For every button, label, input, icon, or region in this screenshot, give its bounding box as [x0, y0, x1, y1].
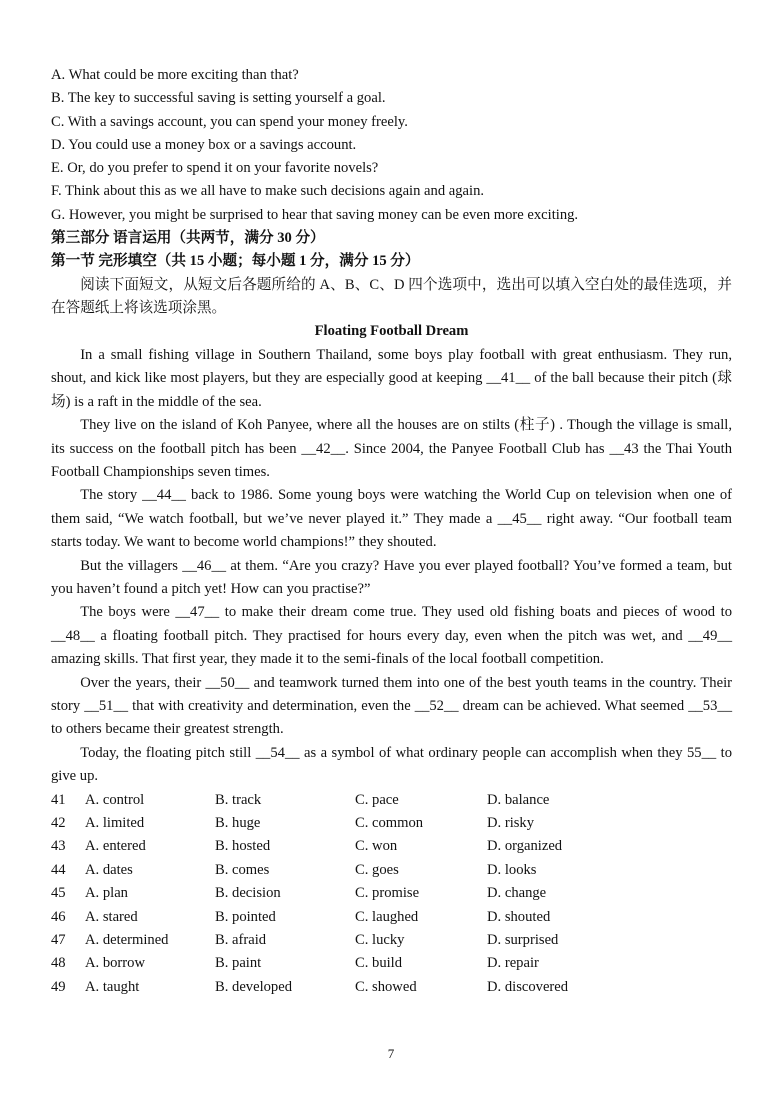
choice-d: D. change: [487, 885, 547, 902]
choice-a: A. borrow: [85, 955, 145, 972]
choice-c: C. goes: [355, 861, 399, 878]
question-number: 42: [51, 815, 66, 832]
paragraph-5: The boys were __47__ to make their dream come true. They used old fishing boats and pieces of wood to __48__ a floating football pitch. They practised for hours every day, even when the pitch was wet, and __49__ amazing skills. That first year, they made it to the semi-finals of the local football competition.: [51, 604, 732, 668]
choice-a: A. limited: [85, 815, 145, 832]
question-number: 45: [51, 885, 66, 902]
choice-d: D. surprised: [487, 932, 559, 949]
choice-a: A. dates: [85, 861, 133, 878]
choice-b: B. paint: [215, 955, 262, 972]
choice-b: B. track: [215, 791, 262, 808]
question-number: 43: [51, 838, 66, 855]
choice-d: D. shouted: [487, 908, 551, 925]
choice-row: [51, 882, 732, 905]
choice-a: A. determined: [85, 932, 169, 949]
option-g: G. However, you might be surprised to hear that saving money can be even more exciting.: [51, 206, 579, 223]
paragraph-7: Today, the floating pitch still __54__ as a symbol of what ordinary people can accomplish when they 55__ to give up.: [51, 744, 732, 785]
choice-c: C. common: [355, 815, 424, 832]
question-number: 41: [51, 791, 66, 808]
option-d: D. You could use a money box or a savings account.: [51, 136, 357, 153]
choice-c: C. promise: [355, 885, 420, 902]
choice-a: A. entered: [85, 838, 146, 855]
choice-d: D. repair: [487, 955, 539, 972]
choice-row: [51, 789, 732, 812]
choice-d: D. looks: [487, 861, 537, 878]
choice-row: [51, 812, 732, 835]
choice-a: A. control: [85, 791, 145, 808]
choice-b: B. huge: [215, 815, 261, 832]
paragraph-2: They live on the island of Koh Panyee, where all the houses are on stilts (柱子) . Though the village is small, its success on the football pitch has been __42__. Since 2004, the Panyee Football Club has __43 the Thai Youth Football Championships seven times.: [51, 417, 732, 480]
paragraph-3: The story __44__ back to 1986. Some young boys were watching the World Cup on television when one of them said, “We watch football, but we’ve never played it.” They made a __45__ right away. “Our football team starts today. We want to become world champions!” they shouted.: [51, 487, 732, 551]
choice-c: C. showed: [355, 978, 417, 995]
instructions: 阅读下面短文，从短文后各题所给的 A、B、C、D 四个选项中，选出可以填入空白处的最佳选项，并在答题纸上将该选项涂黑。: [51, 276, 732, 317]
choice-b: B. developed: [215, 978, 293, 995]
option-f: F. Think about this as we all have to make such decisions again and again.: [51, 183, 485, 200]
choices-table: [51, 789, 732, 1000]
question-number: 44: [51, 861, 66, 878]
choice-c: C. pace: [355, 791, 399, 808]
options-list: [51, 64, 732, 227]
choice-row: [51, 906, 732, 929]
section-heading: 第三部分 语言运用（共两节，满分 30 分）: [51, 230, 325, 247]
choice-a: A. plan: [85, 885, 128, 902]
choice-row: [51, 929, 732, 952]
choice-c: C. laughed: [355, 908, 419, 925]
choice-b: B. hosted: [215, 838, 271, 855]
choice-c: C. won: [355, 838, 398, 855]
page-number: 7: [387, 1046, 395, 1061]
option-a: A. What could be more exciting than that?: [51, 67, 299, 83]
choice-row: [51, 859, 732, 882]
choice-row: [51, 835, 732, 858]
choice-a: A. taught: [85, 978, 140, 995]
document-page: [51, 64, 732, 999]
subsection-heading: 第一节 完形填空（共 15 小题；每小题 1 分，满分 15 分）: [51, 253, 420, 270]
choice-b: B. pointed: [215, 908, 276, 925]
choice-c: C. lucky: [355, 932, 405, 949]
option-c: C. With a savings account, you can spend your money freely.: [51, 113, 408, 130]
question-number: 47: [51, 932, 66, 949]
choice-d: D. balance: [487, 791, 550, 808]
choice-b: B. decision: [215, 885, 281, 902]
choice-row: [51, 952, 732, 975]
paragraph-1: In a small fishing village in Southern Thailand, some boys play football with great enthusiasm. They run, shout, and kick like most players, but they are especially good at keeping __41__ of the ball because their pitch (球场) is a raft in the middle of the sea.: [51, 346, 732, 410]
passage-body: [51, 344, 732, 789]
option-b: B. The key to successful saving is setting yourself a goal.: [51, 90, 386, 107]
choice-a: A. stared: [85, 908, 138, 925]
choice-d: D. organized: [487, 838, 563, 855]
question-number: 48: [51, 955, 66, 972]
passage-title: Floating Football Dream: [314, 323, 469, 340]
choice-c: C. build: [355, 955, 403, 972]
choice-row: [51, 976, 732, 999]
choice-d: D. discovered: [487, 978, 569, 995]
question-number: 49: [51, 978, 66, 995]
option-e: E. Or, do you prefer to spend it on your favorite novels?: [51, 160, 379, 177]
choice-b: B. comes: [215, 861, 270, 878]
choice-d: D. risky: [487, 815, 535, 832]
choice-b: B. afraid: [215, 932, 267, 949]
paragraph-4: But the villagers __46__ at them. “Are you crazy? Have you ever played football? You’ve formed a team, but you haven’t found a pitch yet! How can you practise?”: [51, 557, 732, 597]
paragraph-6: Over the years, their __50__ and teamwork turned them into one of the best youth teams in the country. Their story __51__ that with creativity and determination, even the __52__ dream can be achieved. What seemed __53__ to others became their greatest strength.: [51, 674, 732, 738]
question-number: 46: [51, 908, 66, 925]
